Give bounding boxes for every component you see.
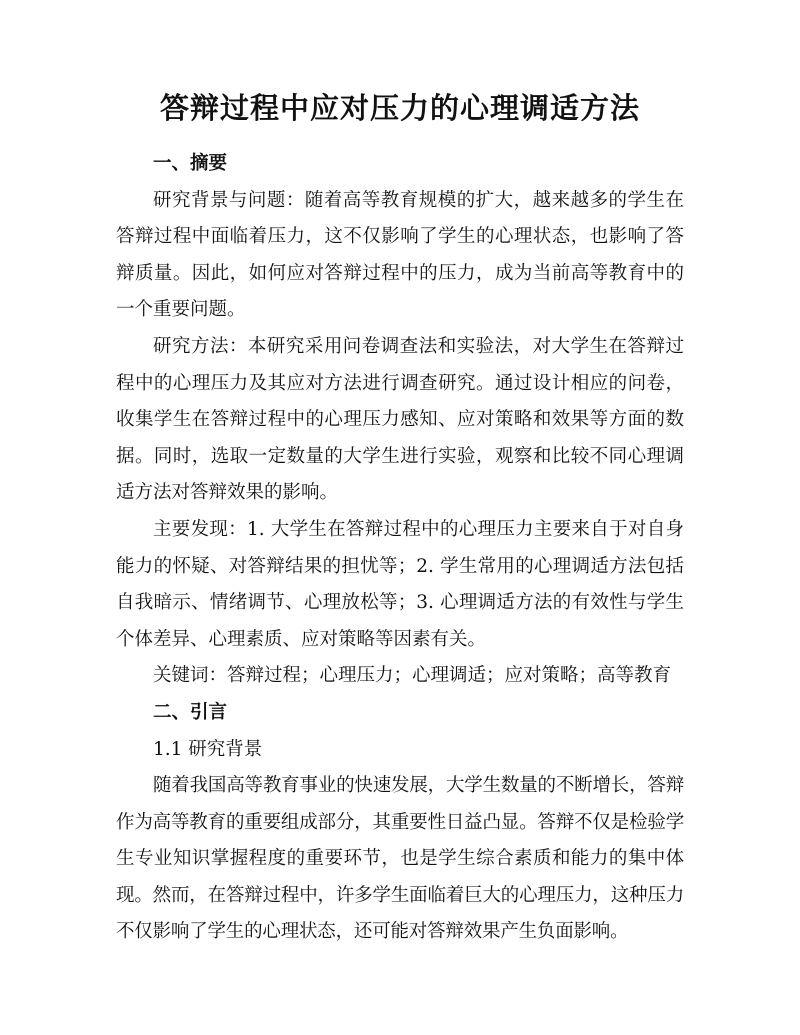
paragraph-introduction-background: 随着我国高等教育事业的快速发展，大学生数量的不断增长，答辩作为高等教育的重要组成部分，其重要性日益凸显。答辩不仅是检验学生专业知识掌握程度的重要环节，也是学生综合素质和能力的集中体现。然而，在答辩过程中，许多学生面临着巨大的心理压力，这种压力不仅影响了学生的心理状态，还可能对答辩效果产生负面影响。 [116, 775, 684, 943]
paragraph-keywords: 关键词：答辩过程；心理压力；心理调适；应对策略；高等教育 [153, 665, 672, 687]
paragraph-research-background: 研究背景与问题：随着高等教育规模的扩大，越来越多的学生在答辩过程中面临着压力，这不仅影响了学生的心理状态，也影响了答辩质量。因此，如何应对答辩过程中的压力，成为当前高等教育中的一个重要问题。 [116, 189, 684, 321]
paragraph-main-findings: 主要发现：1. 大学生在答辩过程中的心理压力主要来自于对自身能力的怀疑、对答辩结果的担忧等；2. 学生常用的心理调适方法包括自我暗示、情绪调节、心理放松等；3. 心理调适方法的有效性与学生个体差异、心理素质、应对策略等因素有关。 [116, 518, 684, 650]
document-body [116, 146, 684, 951]
document-title: 答辩过程中应对压力的心理调适方法 [159, 91, 640, 125]
section-heading-abstract: 一、摘要 [153, 153, 228, 174]
paragraph-research-methods: 研究方法：本研究采用问卷调查法和实验法，对大学生在答辩过程中的心理压力及其应对方法进行调查研究。通过设计相应的问卷，收集学生在答辩过程中的心理压力感知、应对策略和效果等方面的数据。同时，选取一定数量的大学生进行实验，观察和比较不同心理调适方法对答辩效果的影响。 [116, 335, 684, 504]
section-heading-introduction: 二、引言 [153, 701, 228, 723]
subsection-heading-research-background: 1.1 研究背景 [153, 738, 263, 760]
